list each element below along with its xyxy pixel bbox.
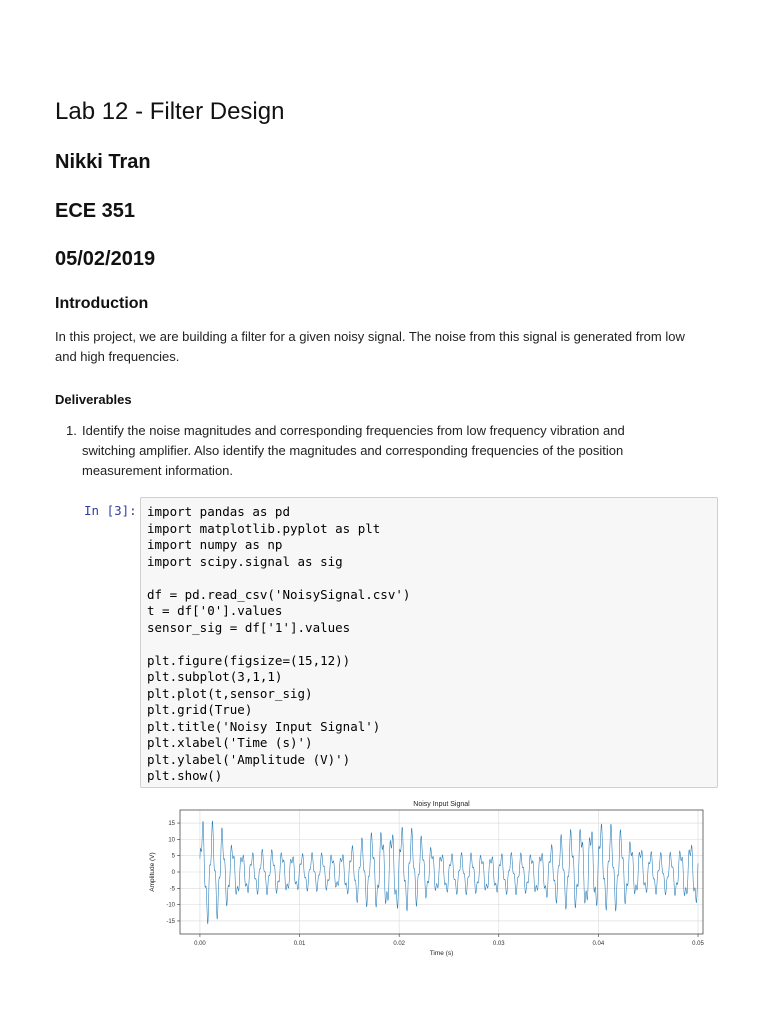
list-item-number: 1. bbox=[66, 423, 77, 438]
code-line: plt.plot(t,sensor_sig) bbox=[147, 685, 313, 701]
code-line: plt.title('Noisy Input Signal') bbox=[147, 718, 381, 734]
code-line: import matplotlib.pyplot as plt bbox=[147, 520, 381, 536]
report-date: 05/02/2019 bbox=[55, 248, 156, 270]
y-tick-label: 0 bbox=[171, 870, 175, 876]
x-tick-label: 0.02 bbox=[393, 941, 406, 947]
code-line bbox=[147, 570, 410, 587]
code-line bbox=[147, 636, 410, 653]
code-line: import pandas as pd bbox=[147, 504, 290, 519]
code-line: plt.show() bbox=[147, 768, 223, 783]
y-tick-label: -5 bbox=[169, 886, 175, 893]
course-name: ECE 351 bbox=[55, 200, 136, 222]
x-tick-label: 0.01 bbox=[293, 941, 306, 947]
code-line: import numpy as np bbox=[147, 537, 283, 552]
code-line: plt.xlabel('Time (s)') bbox=[147, 735, 313, 750]
x-tick-label: 0.04 bbox=[592, 941, 605, 947]
intro-paragraph: In this project, we are building a filter for a given noisy signal. The noise from this signal is generated from low and high frequencies. bbox=[55, 329, 685, 364]
code-line: plt.figure(figsize=(15,12)) bbox=[147, 652, 351, 668]
y-tick-label: 15 bbox=[168, 821, 175, 828]
code-line: sensor_sig = df['1'].values bbox=[147, 619, 351, 635]
code-line: import scipy.signal as sig bbox=[147, 553, 343, 569]
y-tick-label: 5 bbox=[171, 853, 175, 860]
deliverables-heading: Deliverables bbox=[55, 392, 132, 407]
noisy-signal-chart bbox=[140, 795, 718, 960]
y-tick-label: 10 bbox=[168, 837, 175, 844]
list-item-text: Identify the noise magnitudes and corresponding frequencies from low frequency vibration and switching amplifier. Also identify the magnitudes and corresponding frequencies of the position measurement information. bbox=[82, 423, 625, 478]
x-tick-label: 0.00 bbox=[194, 941, 206, 947]
y-tick-label: -15 bbox=[166, 918, 175, 925]
chart-title: Noisy Input Signal bbox=[413, 801, 470, 808]
intro-heading: Introduction bbox=[55, 295, 149, 312]
x-tick-label: 0.05 bbox=[692, 941, 704, 947]
page-title: Lab 12 - Filter Design bbox=[55, 98, 285, 125]
x-tick-label: 0.03 bbox=[492, 941, 505, 947]
code-cell[interactable] bbox=[140, 497, 718, 788]
code-line: plt.subplot(3,1,1) bbox=[147, 669, 283, 684]
y-axis-label: Amplitude (V) bbox=[149, 852, 156, 892]
code-line: plt.grid(True) bbox=[147, 702, 253, 717]
code-editor[interactable] bbox=[147, 504, 410, 785]
x-axis-label: Time (s) bbox=[429, 950, 454, 957]
y-tick-label: -10 bbox=[166, 902, 175, 909]
code-line: df = pd.read_csv('NoisySignal.csv') bbox=[147, 586, 411, 602]
code-line: t = df['0'].values bbox=[147, 603, 283, 618]
input-prompt: In [3]: bbox=[84, 503, 137, 518]
author-name: Nikki Tran bbox=[55, 151, 151, 173]
code-line: plt.ylabel('Amplitude (V)') bbox=[147, 751, 351, 767]
